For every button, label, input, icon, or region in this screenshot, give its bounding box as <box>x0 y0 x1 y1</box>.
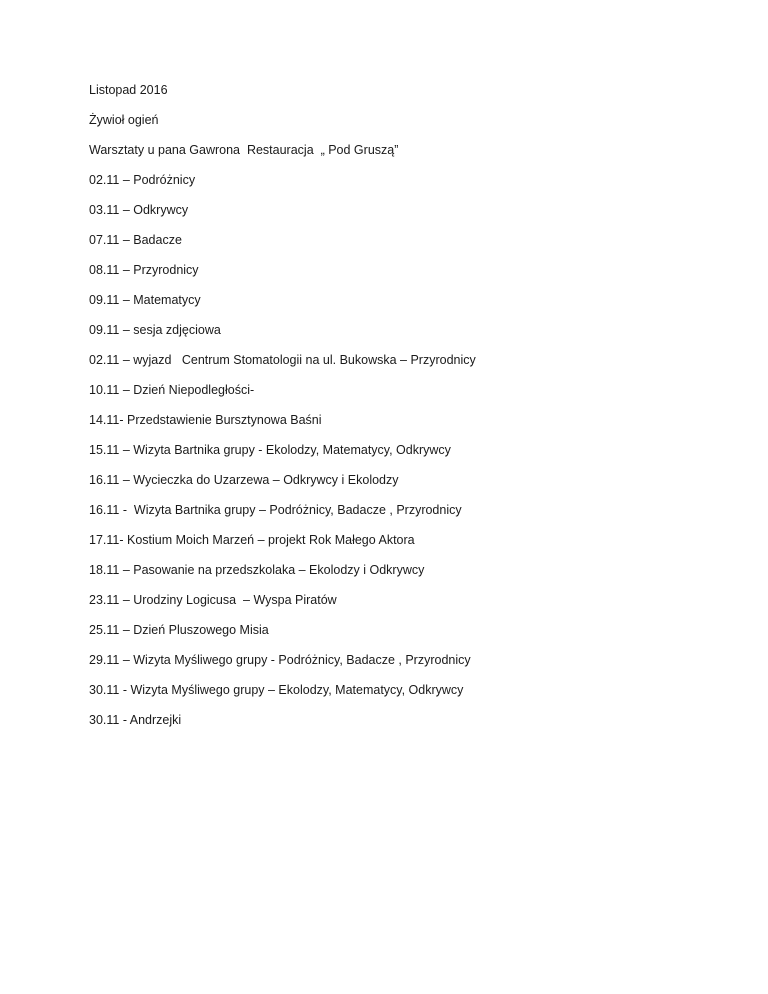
schedule-entry: 23.11 – Urodziny Logicusa – Wyspa Piratów <box>89 593 337 607</box>
schedule-entry: 14.11- Przedstawienie Bursztynowa Baśni <box>89 413 322 427</box>
document-text <box>89 80 729 740</box>
document-title: Listopad 2016 <box>89 83 168 97</box>
schedule-entry: 16.11 – Wycieczka do Uzarzewa – Odkrywcy i Ekolodzy <box>89 473 399 487</box>
schedule-entry: 09.11 – sesja zdjęciowa <box>89 323 221 337</box>
schedule-entry: 02.11 – Podróżnicy <box>89 173 196 187</box>
schedule-entry: 02.11 – wyjazd Centrum Stomatologii na ul. Bukowska – Przyrodnicy <box>89 353 476 367</box>
workshop-line: Warsztaty u pana Gawrona Restauracja „ Pod Gruszą” <box>89 143 399 157</box>
schedule-entry: 25.11 – Dzień Pluszowego Misia <box>89 623 269 637</box>
schedule-entry: 08.11 – Przyrodnicy <box>89 263 199 277</box>
schedule-entry: 16.11 - Wizyta Bartnika grupy – Podróżnicy, Badacze , Przyrodnicy <box>89 503 462 517</box>
schedule-entry: 15.11 – Wizyta Bartnika grupy - Ekolodzy, Matematycy, Odkrywcy <box>89 443 451 457</box>
schedule-entry: 30.11 - Andrzejki <box>89 713 182 727</box>
schedule-entry: 03.11 – Odkrywcy <box>89 203 189 217</box>
schedule-entry: 30.11 - Wizyta Myśliwego grupy – Ekolodzy, Matematycy, Odkrywcy <box>89 683 464 697</box>
schedule-entry: 17.11- Kostium Moich Marzeń – projekt Rok Małego Aktora <box>89 533 415 547</box>
schedule-entry: 09.11 – Matematycy <box>89 293 201 307</box>
schedule-entry: 18.11 – Pasowanie na przedszkolaka – Ekolodzy i Odkrywcy <box>89 563 425 577</box>
schedule-entry: 07.11 – Badacze <box>89 233 182 247</box>
document-subtitle: Żywioł ogień <box>89 113 159 127</box>
schedule-entry: 29.11 – Wizyta Myśliwego grupy - Podróżnicy, Badacze , Przyrodnicy <box>89 653 471 667</box>
schedule-entry: 10.11 – Dzień Niepodległości- <box>89 383 255 397</box>
